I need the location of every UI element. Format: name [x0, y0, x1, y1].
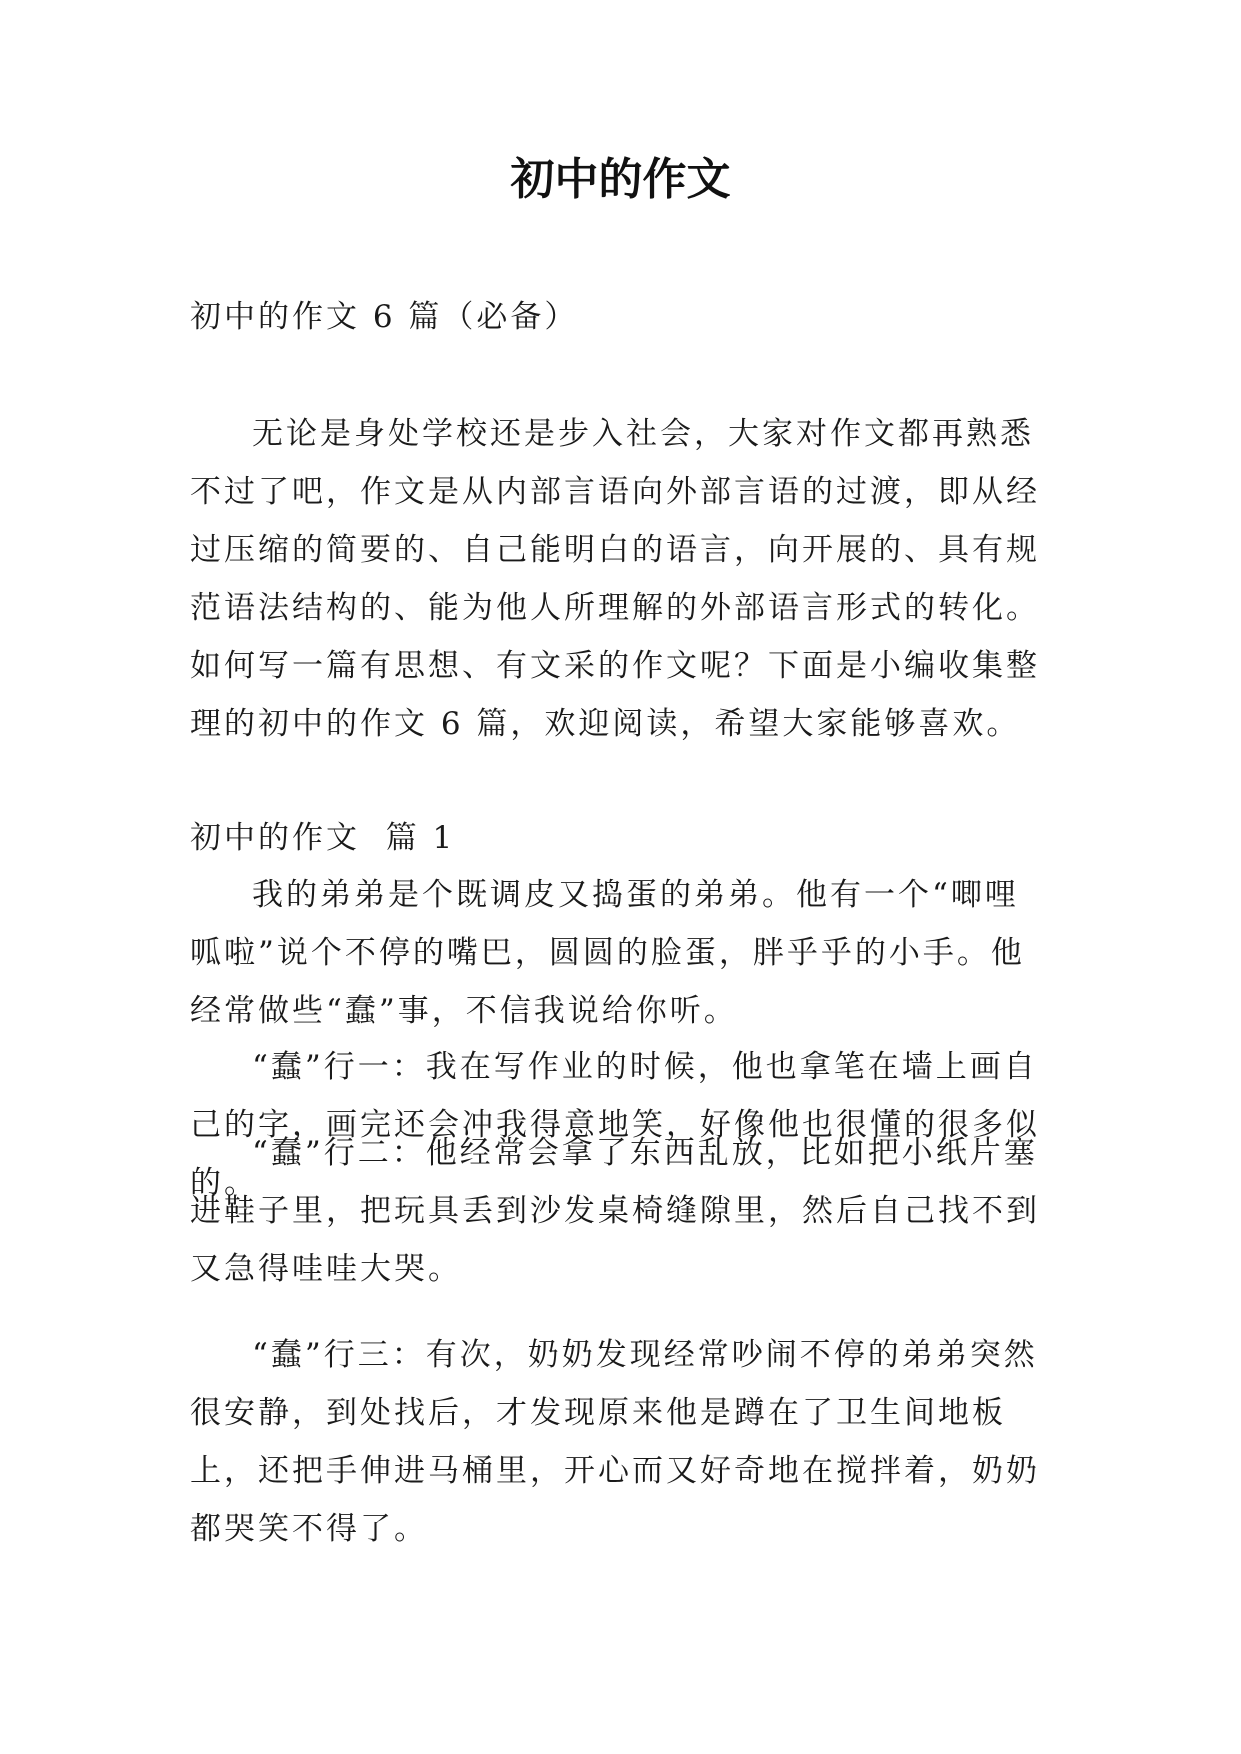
intro-paragraph: 无论是身处学校还是步入社会，大家对作文都再熟悉不过了吧，作文是从内部言语向外部言语的过渡，即从经过压缩的简要的、自己能明白的语言，向开展的、具有规范语法结构的、能为他人所理解的外部语言形式的转化。如何写一篇有思想、有文采的作文呢？下面是小编收集整理的初中的作文 6 篇，欢迎阅读，希望大家能够喜欢。 [190, 416, 1040, 742]
document-subtitle: 初中的作文 6 篇（必备） [190, 299, 579, 335]
body-paragraph: “蠢”行二：他经常会拿了东西乱放，比如把小纸片塞进鞋子里，把玩具丢到沙发桌椅缝隙里，然后自己找不到又急得哇哇大哭。 [190, 1135, 1040, 1287]
body-paragraph: “蠢”行一：我在写作业的时候，他也拿笔在墙上画自己的字，画完还会冲我得意地笑，好像他也很懂的很多似的。 [190, 1049, 1040, 1201]
section-heading: 初中的作文 篇 1 [190, 820, 456, 856]
body-paragraph: 我的弟弟是个既调皮又捣蛋的弟弟。他有一个“唧哩呱啦”说个不停的嘴巴，圆圆的脸蛋，胖乎乎的小手。他经常做些“蠢”事，不信我说给你听。 [190, 877, 1025, 1029]
document-title: 初中的作文 [510, 154, 731, 205]
body-paragraph: “蠢”行三：有次，奶奶发现经常吵闹不停的弟弟突然很安静，到处找后，才发现原来他是蹲在了卫生间地板上，还把手伸进马桶里，开心而又好奇地在搅拌着，奶奶都哭笑不得了。 [190, 1337, 1040, 1547]
